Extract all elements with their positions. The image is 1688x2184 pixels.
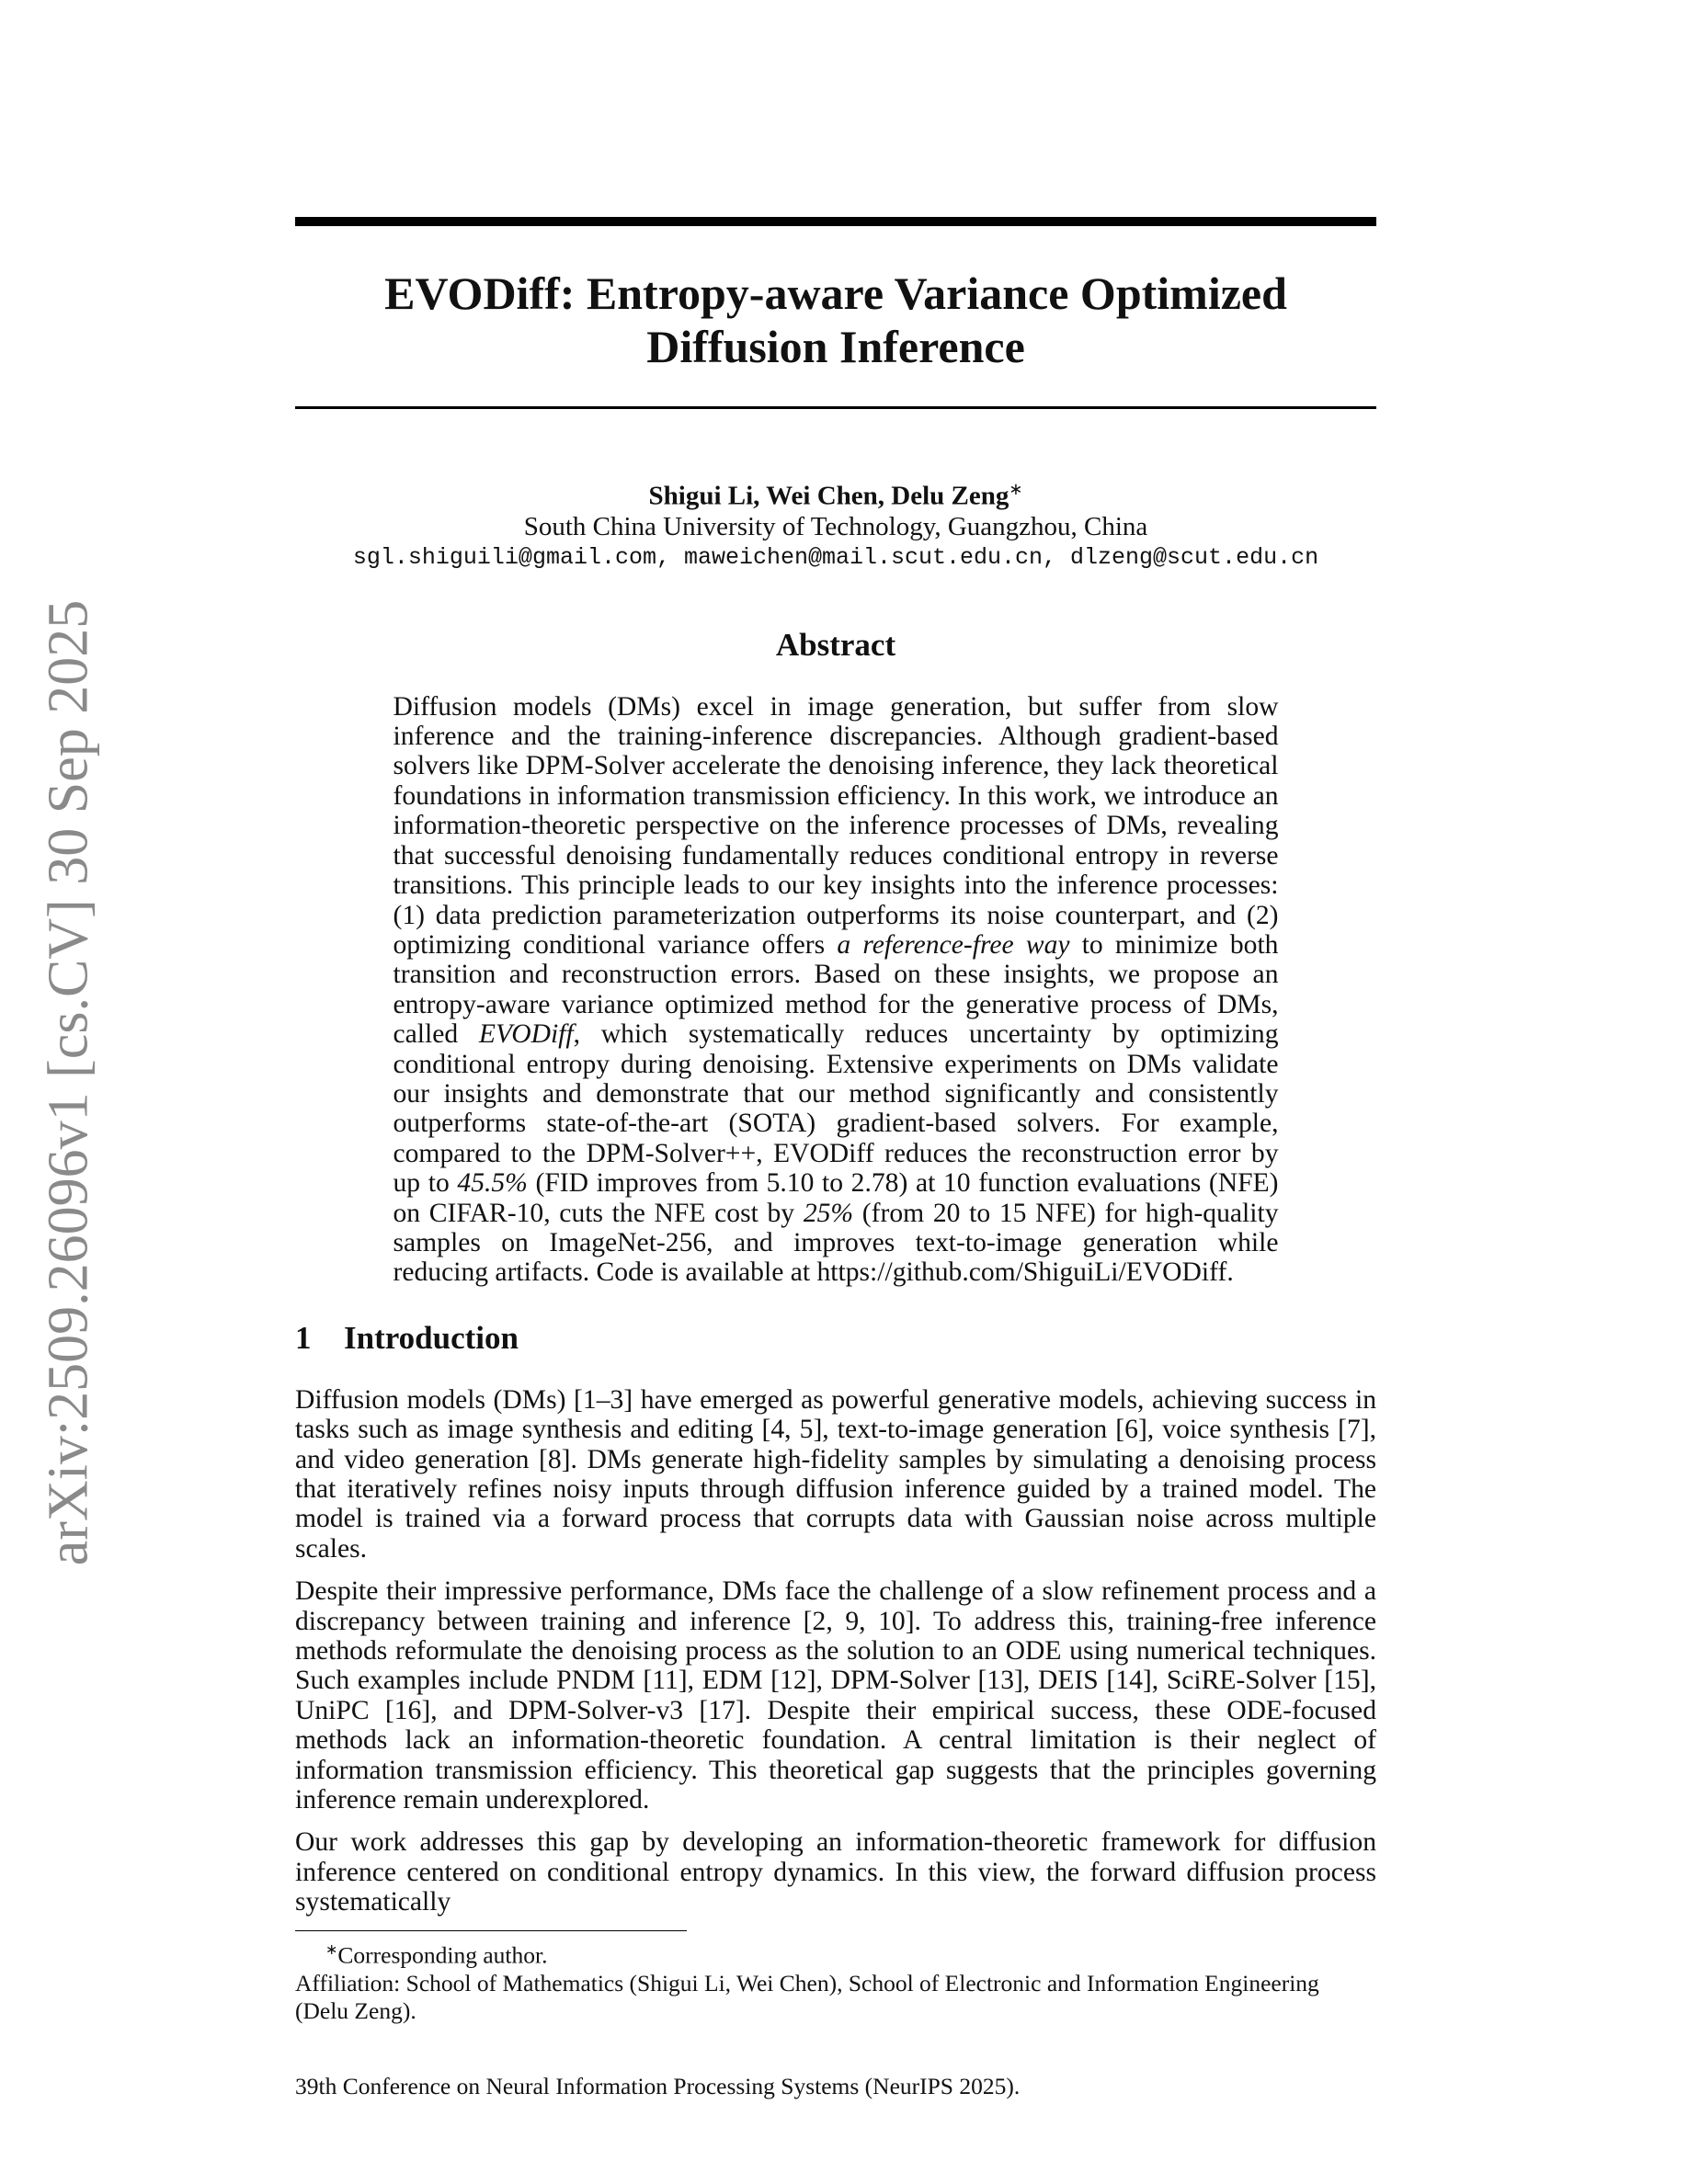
abstract-text: Diffusion models (DMs) excel in image generation, but suffer from slow inference and the training-inference discrepancies. Although gradient-based solvers like DPM-Solver accelerate the denoising inference, they lack theoretical foundations in information transmission efficiency. In this work, we introduce an information-theoretic perspective on the inference processes of DMs, revealing that successful denoising fundamentally reduces conditional entropy in reverse transitions. This principle leads to our key insights into the inference processes: (1) data prediction parameterization outperforms its noise counterpart, and (2) optimizing conditional variance offers [393,691,1279,960]
author-emails: sgl.shiguili@gmail.com, maweichen@mail.scut.edu.cn, dlzeng@scut.edu.cn [352,543,1319,571]
title-line-1: EVODiff: Entropy-aware Variance Optimized [384,267,1287,319]
paragraph: Diffusion models (DMs) [1–3] have emerged as powerful generative models, achieving success in tasks such as image synthesis and editing [4, 5], text-to-image generation [6], voice synthesis [7], and video generation [8]. DMs generate high-fidelity samples by simulating a denoising process that iteratively refines noisy inputs through diffusion inference guided by a trained model. The model is trained via a forward process that corrupts data with Gaussian noise across multiple scales. [295,1384,1376,1564]
footnote-corresponding: Corresponding author. [337,1941,548,1969]
abstract-text: (FID improves from 5.10 to 2.78) at 10 function evaluations (NFE) on CIFAR-10, cuts the NFE cost by [393,1168,1279,1228]
page-column [295,217,1376,2100]
paragraph: Despite their impressive performance, DMs face the challenge of a slow refinement process and a discrepancy between training and inference [2, 9, 10]. To address this, training-free inference methods reformulate the denoising process as the solution to an ODE using numerical techniques. Such examples include PNDM [11], EDM [12], DPM-Solver [13], DEIS [14], SciRE-Solver [15], UniPC [16], and DPM-Solver-v3 [17]. Despite their empirical success, these ODE-focused methods lack an information-theoretic foundation. A central limitation is their neglect of information transmission efficiency. This theoretical gap suggests that the principles governing inference remain underexplored. [295,1576,1376,1815]
abstract-heading: Abstract [775,626,896,663]
author-affiliation: South China University of Technology, Guangzhou, China [523,511,1148,541]
section-title: Introduction [344,1319,519,1356]
title-top-rule [295,217,1376,226]
abstract-emphasis: EVODiff [478,1019,574,1050]
abstract-emphasis: a reference-free way [837,929,1070,960]
title-bottom-rule [295,406,1376,409]
footnote-rule [295,1930,687,1932]
corresponding-mark: ∗ [1009,480,1023,498]
footnote-affiliation: Affiliation: School of Mathematics (Shigui Li, Wei Chen), School of Electronic and Information Engineering (Delu Zeng). [295,1969,1319,2024]
abstract-body [393,692,1279,1288]
abstract-text: , which systematically reduces uncertainty by optimizing conditional entropy during denoising. Extensive experiments on DMs validate our insights and demonstrate that our method significantly and consistently outperforms state-of-the-art (SOTA) gradient-based solvers. For example, compared to the DPM-Solver++, EVODiff reduces the reconstruction error by up to [393,1019,1279,1199]
footnote-mark: ∗ [325,1942,338,1959]
section-heading-introduction [295,1319,1376,1358]
abstract-text: to minimize both transition and reconstruction errors. Based on these insights, we propose an entropy-aware variance optimized method for the generative process of DMs, called [393,929,1279,1050]
section-number: 1 [295,1319,312,1356]
arxiv-identifier-stamp: arXiv:2509.26096v1 [cs.CV] 30 Sep 2025 [37,599,100,1566]
abstract-text: (from 20 to 15 NFE) for high-quality samples on ImageNet-256, and improves text-to-image generation while reducing artifacts. Code is available at https://github.com/ShiguiLi/EVODiff. [393,1198,1279,1288]
abstract-emphasis: 45.5% [457,1168,528,1199]
introduction-body [295,1385,1376,1917]
author-block [295,474,1376,573]
paragraph: Our work addresses this gap by developing an information-theoretic framework for diffusion inference centered on conditional entropy dynamics. In this view, the forward diffusion process systematically [295,1827,1376,1917]
title-line-2: Diffusion Inference [646,321,1025,372]
conference-footer: 39th Conference on Neural Information Processing Systems (NeurIPS 2025). [295,2072,1021,2099]
abstract-emphasis: 25% [803,1198,854,1228]
paper-title [295,267,1376,373]
footnotes [295,1937,1376,2025]
author-names: Shigui Li, Wei Chen, Delu Zeng [648,481,1009,511]
